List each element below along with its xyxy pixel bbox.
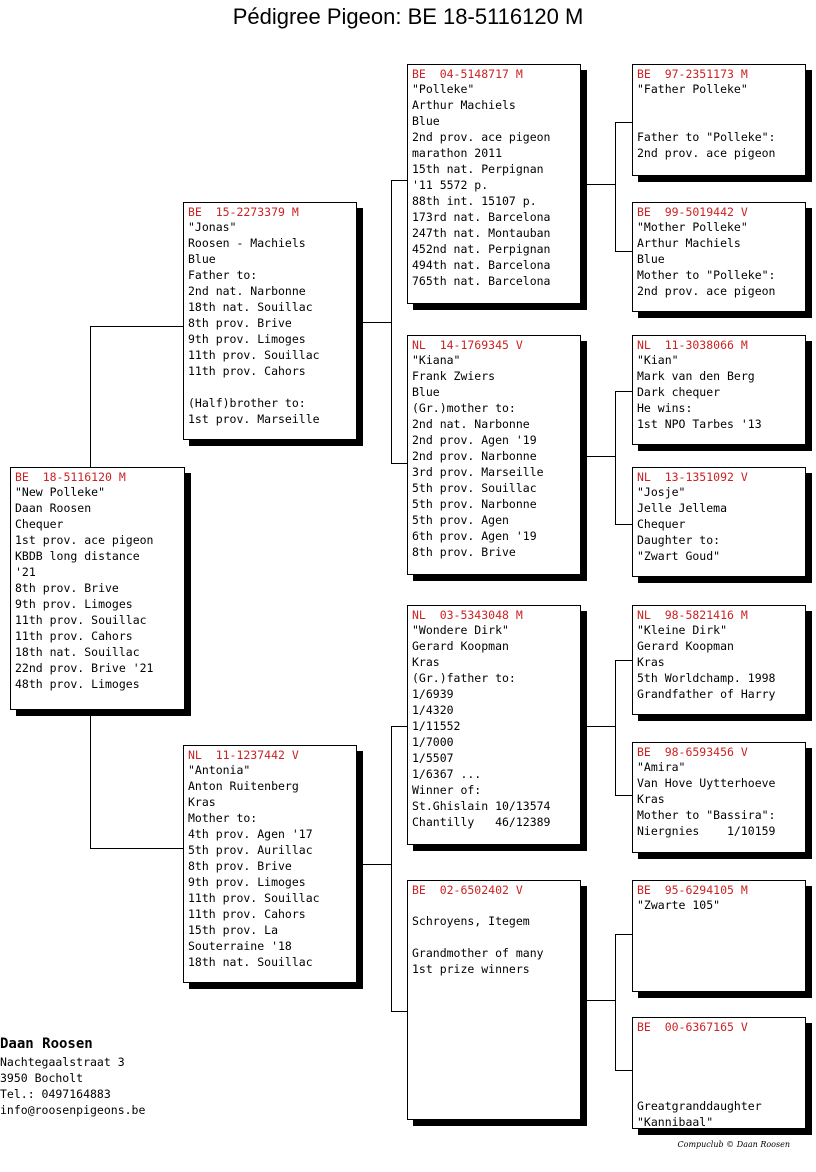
pigeon-info-line: Chequer [15, 517, 64, 531]
ring-number: NL 13-1351092 V [637, 470, 748, 484]
footer-credit: Compuclub © Daan Roosen [677, 1140, 790, 1149]
ring-number: BE 15-2273379 M [188, 205, 299, 219]
pigeon-info-line: 11th prov. Souillac [15, 613, 147, 627]
pigeon-info-line: "Antonia" [188, 763, 251, 777]
ring-number: BE 04-5148717 M [412, 67, 523, 81]
pigeon-info-line: 18th nat. Souillac [188, 300, 313, 314]
pigeon-info-line: 1/11552 [412, 719, 461, 733]
pigeon-info-line: 8th prov. Brive [412, 545, 516, 559]
pigeon-info-line: Arthur Machiels [412, 98, 516, 112]
pigeon-info-line: 247th nat. Montauban [412, 226, 551, 240]
pigeon-info-line: 2nd prov. ace pigeon [637, 146, 776, 160]
pigeon-info-line: 1/6939 [412, 687, 454, 701]
pigeon-info-line: "Amira" [637, 760, 686, 774]
pigeon-info-line: "New Polleke" [15, 485, 106, 499]
pigeon-info-line [188, 379, 352, 395]
pigeon-card-great-grandparent-4 [632, 467, 806, 577]
pigeon-info-line [637, 1066, 801, 1082]
pigeon-info-line: Kras [637, 655, 665, 669]
connector-line [391, 726, 392, 1012]
pigeon-info-line: 1/4320 [412, 703, 454, 717]
pigeon-info-line: 6th prov. Agen '19 [412, 529, 537, 543]
pigeon-info-line: "Father Polleke" [637, 82, 748, 96]
ring-number: NL 14-1769345 V [412, 338, 523, 352]
pigeon-card-grandfather-paternal [407, 64, 581, 304]
pigeon-info-line: "Zwarte 105" [637, 898, 721, 912]
pigeon-info-line: Frank Zwiers [412, 369, 496, 383]
connector-line [90, 326, 91, 469]
pigeon-info-line: Blue [412, 385, 440, 399]
pigeon-info-line: 18th nat. Souillac [15, 645, 140, 659]
pigeon-info-line: 5th prov. Aurillac [188, 843, 313, 857]
pigeon-info-line: 11th prov. Souillac [188, 891, 320, 905]
connector-line [615, 122, 632, 123]
connector-line [391, 463, 408, 464]
pigeon-info-line: Gerard Koopman [637, 639, 734, 653]
connector-line [90, 848, 183, 849]
pigeon-info-line: 173rd nat. Barcelona [412, 210, 551, 224]
ring-number: BE 18-5116120 M [15, 470, 126, 484]
pigeon-card-grandfather-maternal [407, 605, 581, 845]
connector-line [615, 251, 632, 252]
pigeon-info-line: KBDB long distance [15, 549, 140, 563]
pigeon-info-line: 8th prov. Brive [188, 859, 292, 873]
owner-street: Nachtegaalstraat 3 [0, 1055, 125, 1069]
pigeon-info-line: 494th nat. Barcelona [412, 258, 551, 272]
pigeon-info-line: He wins: [637, 401, 693, 415]
pigeon-info-line: Kras [412, 655, 440, 669]
pigeon-info-line [637, 1082, 801, 1098]
pigeon-info-line: 8th prov. Brive [15, 581, 119, 595]
pigeon-card-grandmother-maternal [407, 880, 581, 1120]
pigeon-info-line: Roosen - Machiels [188, 236, 306, 250]
connector-line [363, 864, 391, 865]
pigeon-info-line: 1st NPO Tarbes '13 [637, 417, 762, 431]
pigeon-card-great-grandparent-8 [632, 1017, 806, 1129]
pigeon-info-line: "Kleine Dirk" [637, 623, 728, 637]
pigeon-info-line: '21 [15, 565, 36, 579]
connector-line [615, 524, 632, 525]
pigeon-card-great-grandparent-5 [632, 605, 806, 715]
pigeon-info-line: 8th prov. Brive [188, 316, 292, 330]
pigeon-info-line: 452nd nat. Perpignan [412, 242, 551, 256]
pigeon-info-line: 9th prov. Limoges [15, 597, 133, 611]
ring-number: BE 99-5019442 V [637, 205, 748, 219]
pigeon-info-line: 48th prov. Limoges [15, 677, 140, 691]
pigeon-info-line: 5th Worldchamp. 1998 [637, 671, 776, 685]
pigeon-info-line: 2nd prov. ace pigeon [637, 284, 776, 298]
ring-number: BE 02-6502402 V [412, 883, 523, 897]
pigeon-info-line: Kras [637, 792, 665, 806]
owner-name: Daan Roosen [0, 1036, 93, 1052]
pigeon-info-line: 3rd prov. Marseille [412, 465, 544, 479]
pigeon-info-line: 22nd prov. Brive '21 [15, 661, 154, 675]
pigeon-info-line: (Half)brother to: [188, 396, 306, 410]
connector-line [587, 456, 615, 457]
pigeon-info-line: 11th prov. Cahors [15, 629, 133, 643]
pigeon-card-great-grandparent-2 [632, 202, 806, 312]
connector-line [391, 726, 408, 727]
connector-line [615, 934, 616, 1071]
pigeon-card-great-grandparent-3 [632, 335, 806, 445]
pigeon-info-line [637, 1034, 801, 1050]
pigeon-info-line: Arthur Machiels [637, 236, 741, 250]
pigeon-info-line: Grandmother of many [412, 946, 544, 960]
owner-city: 3950 Bocholt [0, 1071, 84, 1085]
pigeon-info-line: 11th prov. Souillac [188, 348, 320, 362]
pigeon-info-line: Van Hove Uytterhoeve [637, 776, 776, 790]
connector-line [587, 1000, 615, 1001]
pigeon-info-line: "Wondere Dirk" [412, 623, 509, 637]
connector-line [615, 391, 632, 392]
pigeon-info-line: 15th prov. La [188, 923, 279, 937]
pigeon-info-line: "Kannibaal" [637, 1115, 714, 1129]
pigeon-card-great-grandparent-7 [632, 880, 806, 992]
pigeon-info-line: Gerard Koopman [412, 639, 509, 653]
pigeon-info-line: 1/5507 [412, 751, 454, 765]
pigeon-info-line: '11 5572 p. [412, 178, 489, 192]
pigeon-info-line: Blue [412, 114, 440, 128]
pigeon-info-line: marathon 2011 [412, 146, 503, 160]
pigeon-card-subject [10, 467, 185, 710]
connector-line [90, 326, 183, 327]
pigeon-info-line: Father to: [188, 268, 258, 282]
pigeon-info-line: 11th prov. Cahors [188, 364, 306, 378]
pigeon-info-line: 88th int. 15107 p. [412, 194, 537, 208]
owner-address-block [0, 1034, 145, 1118]
connector-line [587, 726, 615, 727]
pigeon-info-line: Mother to: [188, 811, 258, 825]
pigeon-info-line: St.Ghislain 10/13574 [412, 799, 551, 813]
pigeon-info-line: Souterraine '18 [188, 939, 292, 953]
pigeon-info-line: (Gr.)mother to: [412, 401, 516, 415]
pigeon-info-line: Daughter to: [637, 533, 721, 547]
page-title: Pédigree Pigeon: BE 18-5116120 M [232, 4, 584, 29]
pigeon-info-line: 1st prov. Marseille [188, 412, 320, 426]
pigeon-info-line: 2nd nat. Narbonne [412, 417, 530, 431]
pigeon-info-line: 9th prov. Limoges [188, 332, 306, 346]
connector-line [391, 1011, 408, 1012]
pigeon-info-line: "Kian" [637, 353, 679, 367]
connector-line [615, 122, 616, 252]
pigeon-info-line: 1/7000 [412, 735, 454, 749]
connector-line [615, 391, 616, 525]
pigeon-info-line: Mother to "Polleke": [637, 268, 776, 282]
ring-number: NL 98-5821416 M [637, 608, 748, 622]
pigeon-info-line: 5th prov. Agen [412, 513, 509, 527]
pigeon-info-line: 9th prov. Limoges [188, 875, 306, 889]
ring-number: BE 00-6367165 V [637, 1020, 748, 1034]
connector-line [90, 712, 91, 848]
pigeon-info-line: Grandfather of Harry [637, 687, 776, 701]
ring-number: NL 03-5343048 M [412, 608, 523, 622]
pigeon-info-line: "Zwart Goud" [637, 549, 721, 563]
pigeon-info-line: Winner of: [412, 783, 482, 797]
connector-line [587, 184, 615, 185]
connector-line [615, 660, 616, 796]
pigeon-info-line: (Gr.)father to: [412, 671, 516, 685]
ring-number: BE 98-6593456 V [637, 745, 748, 759]
pigeon-info-line: "Jonas" [188, 220, 237, 234]
pigeon-info-line: Greatgranddaughter [637, 1099, 762, 1113]
pigeon-card-father [183, 202, 357, 440]
pigeon-info-line: 2nd prov. ace pigeon [412, 130, 551, 144]
ring-number: NL 11-1237442 V [188, 748, 299, 762]
pigeon-info-line: 15th nat. Perpignan [412, 162, 544, 176]
connector-line [615, 934, 632, 935]
pigeon-info-line: 2nd nat. Narbonne [188, 284, 306, 298]
pigeon-info-line: Kras [188, 795, 216, 809]
pigeon-info-line: "Mother Polleke" [637, 220, 748, 234]
pigeon-info-line: 18th nat. Souillac [188, 955, 313, 969]
pigeon-info-line: "Kiana" [412, 353, 461, 367]
pigeon-info-line: 765th nat. Barcelona [412, 274, 551, 288]
pigeon-info-line [637, 97, 801, 113]
pigeon-card-great-grandparent-1 [632, 64, 806, 176]
owner-phone: Tel.: 0497164883 [0, 1087, 111, 1101]
ring-number: NL 11-3038066 M [637, 338, 748, 352]
connector-line [615, 660, 632, 661]
pigeon-info-line: Chequer [637, 517, 686, 531]
pigeon-info-line: 2nd prov. Agen '19 [412, 433, 537, 447]
connector-line [391, 180, 408, 181]
pigeon-card-grandmother-paternal [407, 335, 581, 575]
pigeon-info-line: 5th prov. Souillac [412, 481, 537, 495]
ring-number: BE 97-2351173 M [637, 67, 748, 81]
pigeon-info-line: 5th prov. Narbonne [412, 497, 537, 511]
pigeon-card-mother [183, 745, 357, 983]
pigeon-info-line: Jelle Jellema [637, 501, 728, 515]
pigeon-info-line: 1/6367 ... [412, 767, 482, 781]
pigeon-info-line: Schroyens, Itegem [412, 914, 530, 928]
pigeon-info-line [637, 113, 801, 129]
owner-email: info@roosenpigeons.be [0, 1103, 146, 1117]
pigeon-info-line: Mark van den Berg [637, 369, 755, 383]
pigeon-info-line: "Polleke" [412, 82, 475, 96]
pigeon-info-line: Niergnies 1/10159 [637, 824, 776, 838]
pigeon-info-line: Dark chequer [637, 385, 721, 399]
pigeon-info-line: Blue [188, 252, 216, 266]
pigeon-info-line: 1st prize winners [412, 962, 530, 976]
pigeon-info-line [412, 929, 576, 945]
pigeon-info-line: Chantilly 46/12389 [412, 815, 551, 829]
connector-line [363, 322, 391, 323]
pigeon-info-line: Mother to "Bassira": [637, 808, 776, 822]
pigeon-info-line: Anton Ruitenberg [188, 779, 299, 793]
pigeon-info-line: Blue [637, 252, 665, 266]
pigeon-info-line: Father to "Polleke": [637, 130, 776, 144]
pigeon-card-great-grandparent-6 [632, 742, 806, 853]
pigeon-info-line: 11th prov. Cahors [188, 907, 306, 921]
pigeon-info-line: "Josje" [637, 485, 686, 499]
pigeon-info-line: 2nd prov. Narbonne [412, 449, 537, 463]
ring-number: BE 95-6294105 M [637, 883, 748, 897]
pigeon-info-line [412, 897, 576, 913]
pigeon-info-line: 4th prov. Agen '17 [188, 827, 313, 841]
connector-line [391, 180, 392, 464]
connector-line [615, 1070, 632, 1071]
pigeon-info-line [637, 1050, 801, 1066]
connector-line [615, 795, 632, 796]
pigeon-info-line: Daan Roosen [15, 501, 92, 515]
pigeon-info-line: 1st prov. ace pigeon [15, 533, 154, 547]
